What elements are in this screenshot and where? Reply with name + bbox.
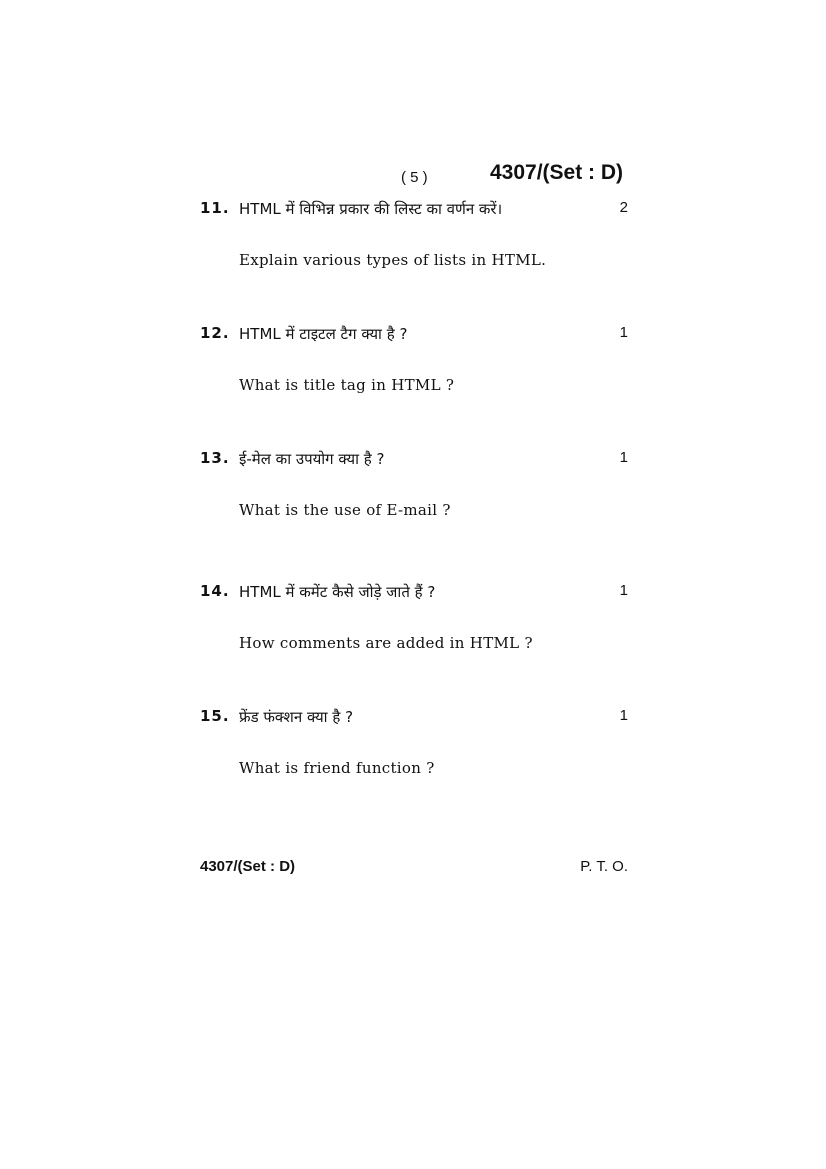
question-english-text: Explain various types of lists in HTML.: [239, 251, 547, 269]
question-hindi-text: HTML में कमेंट कैसे जोड़े जाते हैं ?: [239, 583, 436, 601]
question-english-text: What is friend function ?: [239, 759, 435, 777]
paper-code-header: 4307/(Set : D): [490, 161, 624, 184]
question-number: 13.: [200, 449, 230, 467]
question-english-text: How comments are added in HTML ?: [239, 634, 533, 652]
question-english-text: What is the use of E-mail ?: [239, 501, 451, 519]
question-hindi-text: ई-मेल का उपयोग क्या है ?: [239, 450, 385, 468]
question-number: 14.: [200, 582, 230, 600]
question-marks: 2: [619, 199, 628, 216]
question-marks: 1: [619, 449, 628, 466]
question-number: 12.: [200, 324, 230, 342]
question-marks: 1: [619, 707, 628, 724]
question-hindi-text: HTML में टाइटल टैग क्या है ?: [239, 325, 408, 343]
question-number: 15.: [200, 707, 230, 725]
question-english-text: What is title tag in HTML ?: [239, 376, 455, 394]
question-marks: 1: [619, 324, 628, 341]
page-number: ( 5 ): [401, 169, 428, 186]
question-hindi-text: HTML में विभिन्न प्रकार की लिस्ट का वर्णन करें।: [239, 200, 503, 218]
question-number: 11.: [200, 199, 230, 217]
question-hindi-text: फ्रेंड फंक्शन क्या है ?: [239, 708, 354, 726]
pto-label: P. T. O.: [580, 858, 628, 875]
paper-code-footer: 4307/(Set : D): [200, 858, 296, 875]
question-marks: 1: [619, 582, 628, 599]
